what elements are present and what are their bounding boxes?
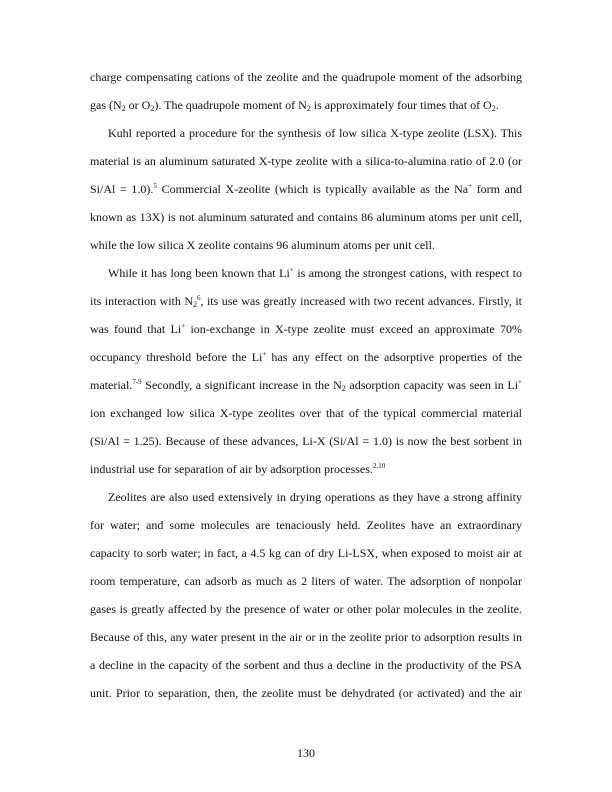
subscript: 2 xyxy=(121,104,126,113)
text-line: gas ($N_2$ or $O_2$). The quadrupole moment of $N_2$ is approximately four times that of $O_2$. xyxy=(90,98,499,113)
page-number: 130 xyxy=(297,746,315,760)
text-line: for water; and some molecules are tenaciously held. Zeolites have an extraordinary xyxy=(90,518,522,532)
text-line: room temperature, can adsorb as much as 2 liters of water. The adsorption of nonpolar xyxy=(90,574,522,588)
text-line: Because of this, any water present in the air or in the zeolite prior to adsorption results in xyxy=(90,630,522,644)
text-line: (Si/Al = 1.25). Because of these advances, Li-X (Si/Al = 1.0) is now the best sorbent in xyxy=(90,434,522,448)
text-line: its interaction with $N_2^6$, its use was greatly increased with two recent advances. Firstly, it xyxy=(90,294,522,309)
superscript: + xyxy=(518,378,522,386)
text-line: ion exchanged low silica X-type zeolites over that of the typical commercial material xyxy=(90,406,522,420)
superscript: + xyxy=(262,350,267,358)
subscript: 2 xyxy=(193,300,198,309)
subscript: 2 xyxy=(491,104,496,113)
text-line: material is an aluminum saturated X-type zeolite with a silica-to-alumina ratio of 2.0 (or xyxy=(90,154,522,168)
subscript: 2 xyxy=(306,104,311,113)
superscript: + xyxy=(289,266,294,274)
text-line: while the low silica X zeolite contains 96 aluminum atoms per unit cell. xyxy=(90,238,435,252)
text-line: industrial use for separation of air by adsorption processes.$^{2,10}$ xyxy=(90,462,386,476)
text-line: known as 13X) is not aluminum saturated and contains 86 aluminum atoms per unit cell, xyxy=(90,210,522,224)
text-line: a decline in the capacity of the sorbent and thus a decline in the productivity of the PSA xyxy=(90,658,522,672)
superscript: 5 xyxy=(153,182,157,190)
superscript: 6 xyxy=(197,294,201,302)
text-line: was found that Li+ ion-exchange in X-type zeolite must exceed an approximate 70% xyxy=(90,322,522,336)
text-line: Zeolites are also used extensively in drying operations as they have a strong affinity xyxy=(108,490,522,504)
text-line: occupancy threshold before the Li+ has any effect on the adsorptive properties of the xyxy=(90,350,522,364)
subscript: 2 xyxy=(150,104,155,113)
text-line: Kuhl reported a procedure for the synthesis of low silica X-type zeolite (LSX). This xyxy=(108,126,522,140)
text-line: While it has long been known that Li+ is among the strongest cations, with respect to xyxy=(108,266,523,280)
text-line: capacity to sorb water; in fact, a 4.5 kg can of dry Li-LSX, when exposed to moist air at xyxy=(90,546,522,560)
superscript: + xyxy=(181,322,186,330)
text-line: Si/Al = 1.0).$^5$ Commercial X-zeolite (which is typically available as the Na+ form and xyxy=(90,182,522,196)
subscript: 2 xyxy=(341,384,346,393)
text-line: gases is greatly affected by the presence of water or other polar molecules in the zeolite. xyxy=(90,602,522,616)
text-line: material.$^{7-9}$ Secondly, a significant increase in the $N_2$ adsorption capacity was seen in Li+ xyxy=(90,378,522,393)
superscript: 7-9 xyxy=(132,378,142,386)
text-line: charge compensating cations of the zeolite and the quadrupole moment of the adsorbing xyxy=(90,70,522,84)
superscript: 2,10 xyxy=(372,462,386,470)
text-line: unit. Prior to separation, then, the zeolite must be dehydrated (or activated) and the air xyxy=(90,686,522,700)
superscript: + xyxy=(468,182,473,190)
